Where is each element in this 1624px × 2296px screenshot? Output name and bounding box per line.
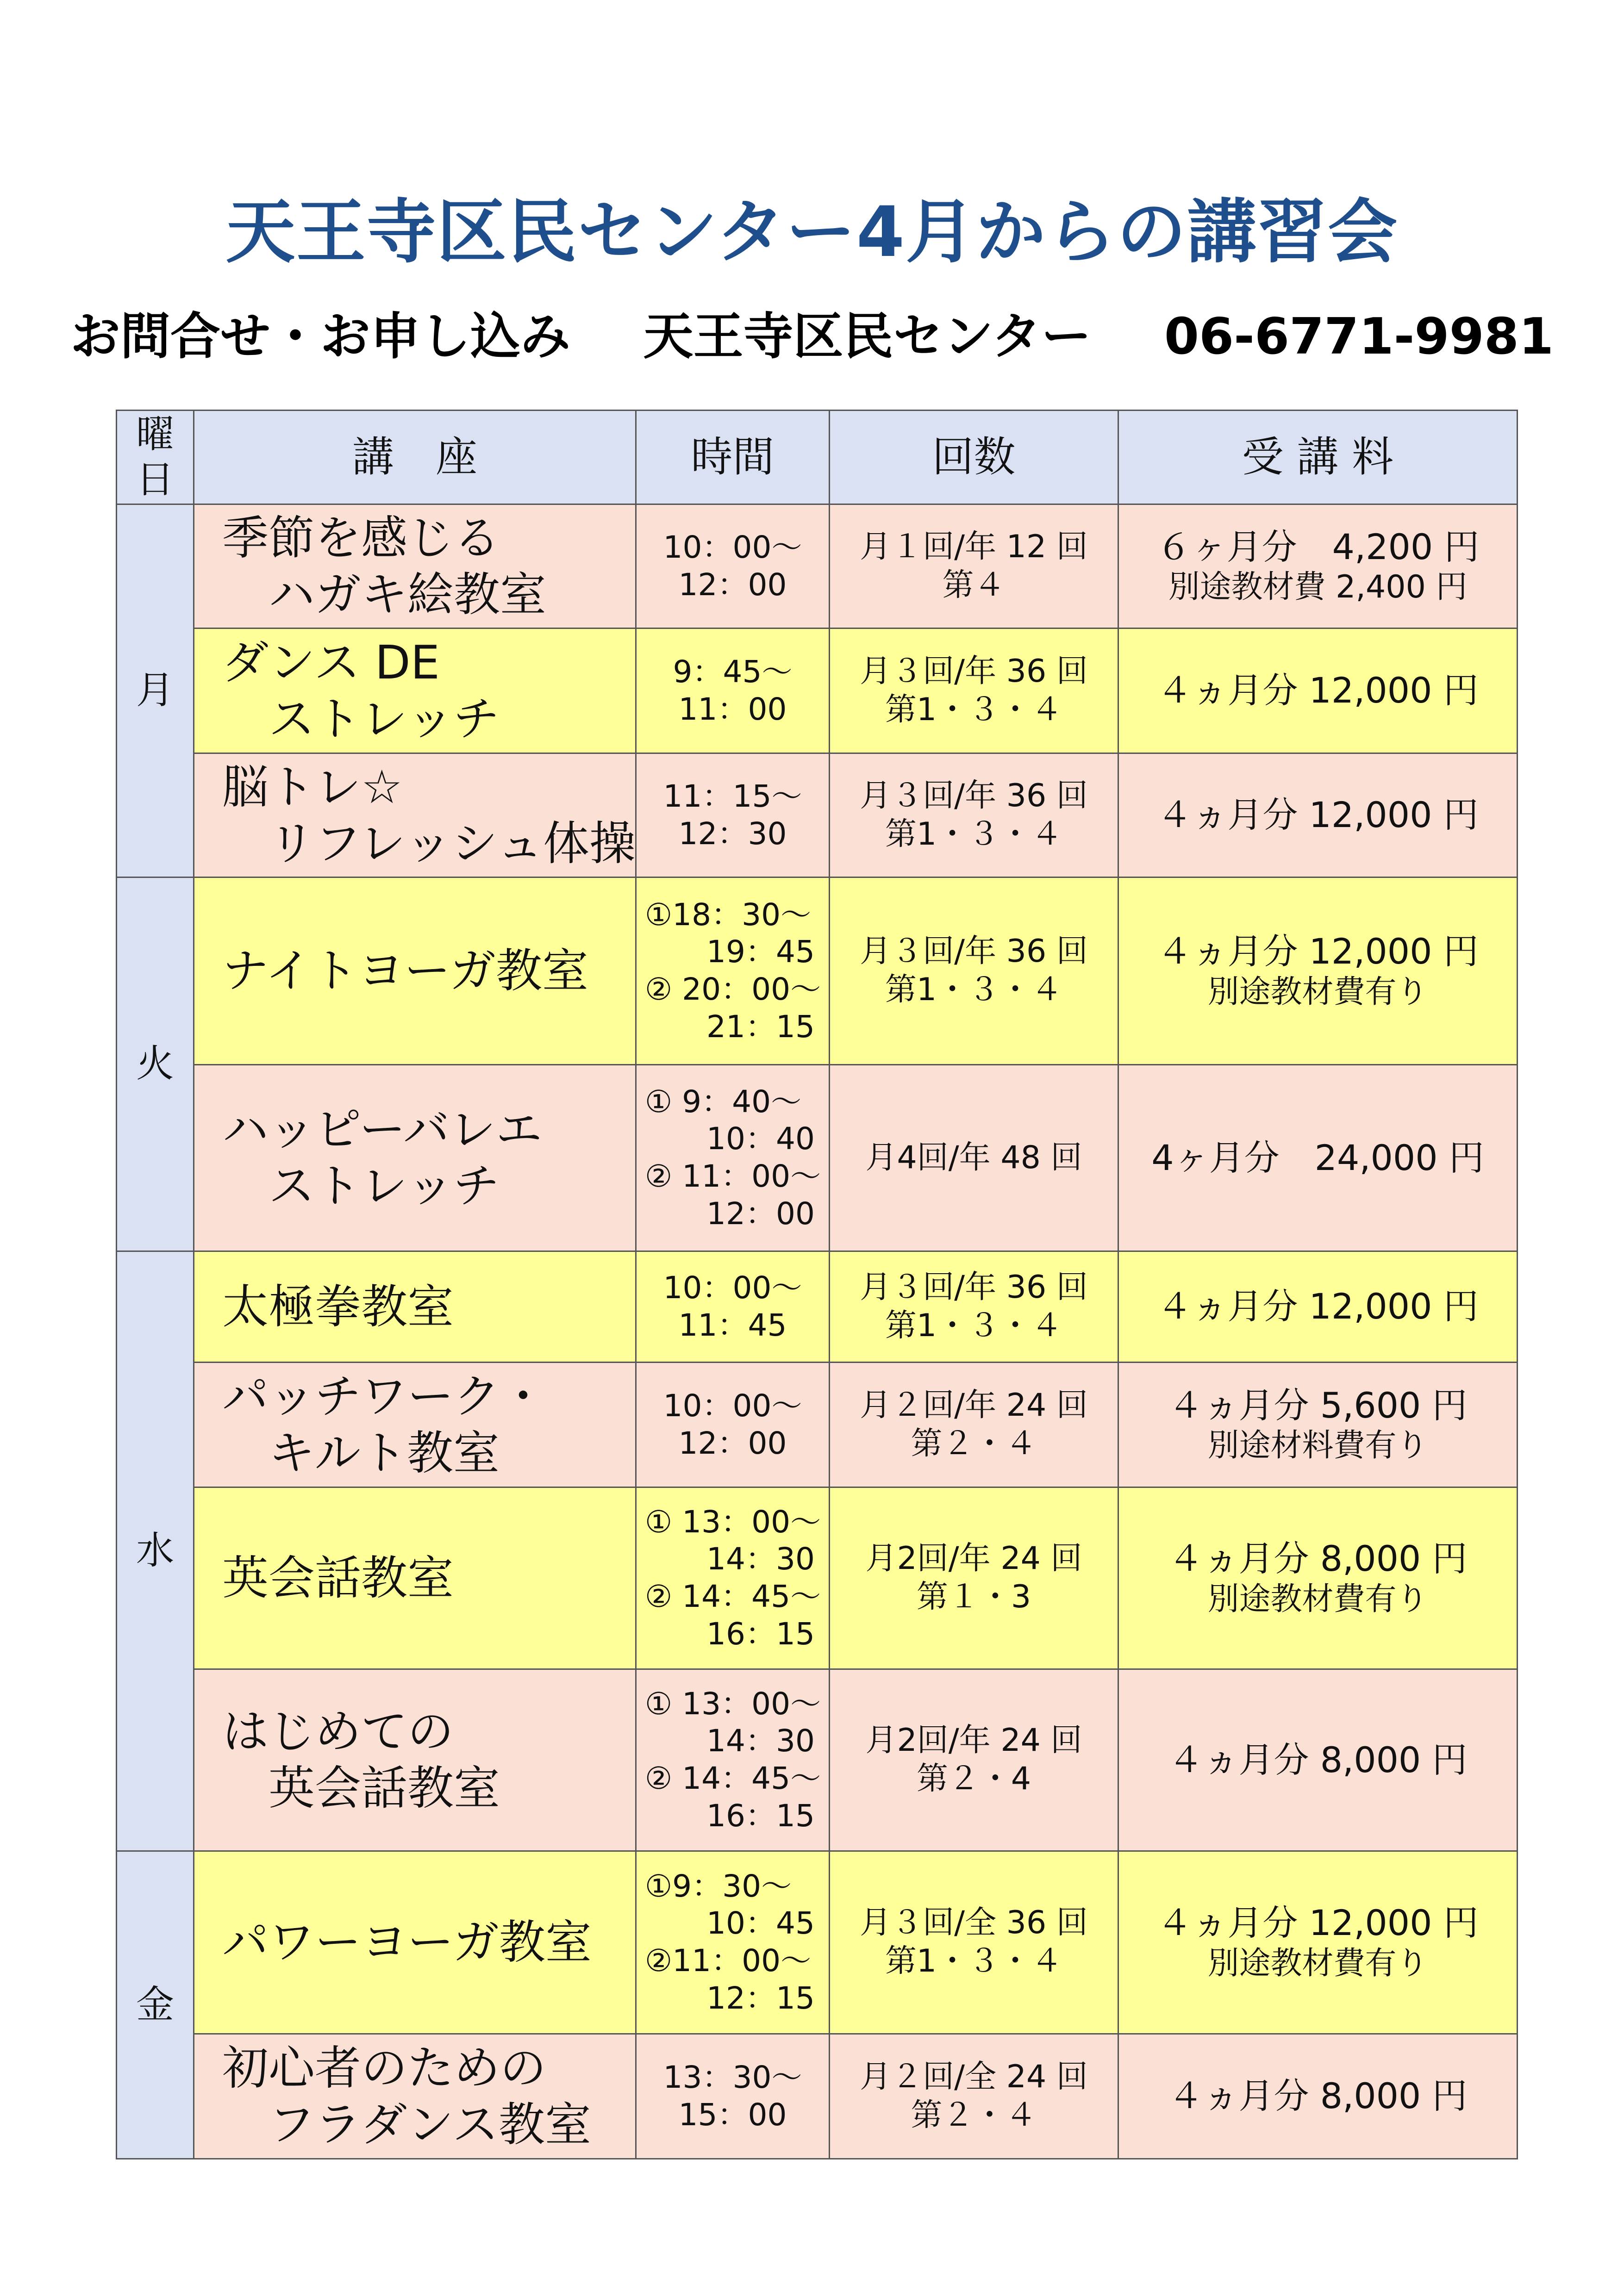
header-course: 講 座 — [194, 411, 636, 504]
time-line: 10：00～ — [663, 529, 802, 565]
course-line: ストレッチ — [269, 1159, 500, 1213]
freq-line: 月２回/全 24 回 — [860, 2058, 1088, 2095]
freq-line: 第1・３・４ — [885, 815, 1063, 852]
course-line: 初心者のための — [222, 2041, 546, 2095]
course-cell — [194, 1065, 636, 1251]
schedule-table — [116, 410, 1518, 2159]
contact-line — [0, 296, 1624, 368]
fee-line: ４ヵ月分 12,000 円 — [1157, 794, 1479, 836]
table-row — [117, 877, 1518, 1065]
time-line: 12：00 — [678, 1425, 787, 1461]
time-cell — [636, 1363, 830, 1487]
time-cell — [636, 504, 830, 628]
time-line: 11：15～ — [663, 778, 802, 814]
freq-line: 月１回/年 12 回 — [860, 528, 1088, 565]
course-cell — [194, 877, 636, 1065]
course-cell — [194, 2034, 636, 2159]
freq-line: 月３回/年 36 回 — [860, 1269, 1088, 1306]
table-row — [117, 1251, 1518, 1363]
course-line: ナイトヨーガ教室 — [222, 944, 588, 998]
contact-phone: 06-6771-9981 — [1164, 308, 1554, 366]
time-line: 12：00 — [706, 1195, 815, 1232]
contact-label: お問合せ・お申し込み — [70, 308, 570, 366]
fee-line: 別途材料費有り — [1207, 1427, 1428, 1464]
day-cell-mon: 月 — [117, 504, 194, 877]
time-line: 11：00 — [678, 691, 787, 727]
freq-line: 月２回/年 24 回 — [860, 1387, 1088, 1424]
time-cell — [636, 1251, 830, 1363]
course-line: キルト教室 — [269, 1425, 500, 1480]
fee-line: ４ヵ月分 8,000 円 — [1168, 2075, 1468, 2117]
time-cell — [636, 1669, 830, 1851]
freq-line: 月３回/年 36 回 — [860, 933, 1088, 970]
freq-cell — [830, 1487, 1118, 1669]
time-line: 11：45 — [678, 1307, 787, 1343]
fee-cell — [1118, 628, 1518, 753]
course-cell — [194, 1363, 636, 1487]
fee-line: ４ヵ月分 8,000 円 — [1168, 1739, 1468, 1780]
time-cell — [636, 628, 830, 753]
table-row — [117, 1363, 1518, 1487]
freq-cell — [830, 1669, 1118, 1851]
time-line: ② 20：00～ — [645, 971, 821, 1007]
time-line: 14：30 — [706, 1541, 815, 1577]
time-line: ① 9：40～ — [645, 1083, 802, 1120]
freq-cell — [830, 753, 1118, 877]
freq-line: 月2回/年 24 回 — [865, 1540, 1082, 1577]
course-cell — [194, 504, 636, 628]
course-line: 脳トレ☆ — [222, 759, 403, 814]
freq-line: 第２・4 — [916, 1761, 1031, 1797]
fee-cell — [1118, 1487, 1518, 1669]
freq-cell — [830, 628, 1118, 753]
fee-cell — [1118, 1363, 1518, 1487]
time-line: 21：15 — [706, 1008, 815, 1045]
fee-line: ４ヵ月分 12,000 円 — [1157, 1902, 1479, 1944]
fee-cell — [1118, 1669, 1518, 1851]
header-day-line1: 曜 — [136, 412, 174, 456]
course-line: 英会話教室 — [269, 1761, 500, 1815]
freq-cell — [830, 1251, 1118, 1363]
course-line: リフレッシュ体操 — [269, 816, 636, 871]
table-row — [117, 1851, 1518, 2034]
course-line: フラダンス教室 — [269, 2097, 591, 2152]
course-cell — [194, 1851, 636, 2034]
fee-line: ４ヵ月分 5,600 円 — [1168, 1384, 1468, 1426]
fee-line: 4ヶ月分 24,000 円 — [1151, 1137, 1484, 1178]
freq-cell — [830, 504, 1118, 628]
table-row — [117, 2034, 1518, 2159]
time-cell — [636, 1851, 830, 2034]
time-line: ①9：30～ — [645, 1868, 792, 1904]
time-line: 10：00～ — [663, 1388, 802, 1424]
time-line: 12：15 — [706, 1980, 815, 2016]
course-line: 季節を感じる — [222, 510, 500, 565]
fee-line: 別途教材費 2,400 円 — [1168, 569, 1468, 606]
header-fee: 受 講 料 — [1118, 411, 1518, 504]
day-cell-fri: 金 — [117, 1851, 194, 2159]
time-line: ②11：00～ — [645, 1943, 812, 1979]
fee-cell — [1118, 753, 1518, 877]
time-line: 10：00～ — [663, 1269, 802, 1306]
fee-line: 別途教材費有り — [1207, 1945, 1428, 1982]
course-cell — [194, 1251, 636, 1363]
contact-org: 天王寺区民センター — [643, 308, 1092, 366]
freq-line: 月2回/年 24 回 — [865, 1722, 1082, 1759]
time-line: 12：00 — [678, 566, 787, 603]
freq-line: 第1・３・４ — [885, 971, 1063, 1008]
time-line: ① 13：00～ — [645, 1686, 821, 1722]
freq-line: 第１・3 — [916, 1579, 1031, 1615]
course-line: ハッピーバレエ — [222, 1102, 542, 1157]
fee-cell — [1118, 1065, 1518, 1251]
fee-line: ４ヵ月分 8,000 円 — [1168, 1538, 1468, 1580]
course-line: ハガキ絵教室 — [269, 567, 546, 622]
course-cell — [194, 753, 636, 877]
freq-line: 第1・３・４ — [885, 691, 1063, 728]
time-line: 14：30 — [706, 1723, 815, 1759]
time-line: ② 14：45～ — [645, 1579, 821, 1614]
table-header-row — [117, 411, 1518, 504]
freq-cell — [830, 1363, 1118, 1487]
time-line: 19：45 — [706, 934, 815, 970]
header-day-line2: 日 — [136, 458, 174, 502]
freq-cell — [830, 1065, 1118, 1251]
freq-line: 月4回/年 48 回 — [865, 1139, 1082, 1176]
freq-cell — [830, 877, 1118, 1065]
time-cell — [636, 753, 830, 877]
day-cell-wed: 水 — [117, 1251, 194, 1851]
course-cell — [194, 1669, 636, 1851]
fee-line: 別途教材費有り — [1207, 973, 1428, 1010]
fee-line: ６ヶ月分 4,200 円 — [1156, 526, 1480, 567]
fee-cell — [1118, 504, 1518, 628]
course-line: ストレッチ — [269, 691, 500, 746]
time-cell — [636, 2034, 830, 2159]
table-row — [117, 1065, 1518, 1251]
course-line: はじめての — [222, 1705, 454, 1759]
time-line: 9：45～ — [673, 653, 793, 690]
table-row — [117, 753, 1518, 877]
time-line: 10：40 — [706, 1121, 815, 1157]
header-freq: 回数 — [830, 411, 1118, 504]
time-line: 16：15 — [706, 1798, 815, 1834]
time-line: 16：15 — [706, 1616, 815, 1652]
time-cell — [636, 1487, 830, 1669]
freq-line: 月３回/年 36 回 — [860, 777, 1088, 814]
time-line: 10：45 — [706, 1905, 815, 1941]
fee-cell — [1118, 877, 1518, 1065]
freq-cell — [830, 1851, 1118, 2034]
course-line: 英会話教室 — [222, 1551, 454, 1605]
time-line: ② 14：45～ — [645, 1761, 821, 1796]
time-line: 12：30 — [678, 815, 787, 852]
fee-line: ４ヵ月分 12,000 円 — [1157, 670, 1479, 711]
table-row — [117, 1487, 1518, 1669]
freq-line: 第1・３・４ — [885, 1307, 1063, 1344]
fee-line: ４ヵ月分 12,000 円 — [1157, 931, 1479, 972]
table-row — [117, 504, 1518, 628]
fee-line: ４ヵ月分 12,000 円 — [1157, 1286, 1479, 1327]
time-line: 13：30～ — [663, 2059, 802, 2095]
header-time: 時間 — [636, 411, 830, 504]
fee-cell — [1118, 1851, 1518, 2034]
page-title: 天王寺区民センター4月からの講習会 — [225, 192, 1399, 273]
time-line: ② 11：00～ — [645, 1158, 821, 1194]
time-cell — [636, 1065, 830, 1251]
table-row — [117, 628, 1518, 753]
course-line: 太極拳教室 — [222, 1279, 454, 1334]
freq-line: 月３回/年 36 回 — [860, 653, 1088, 690]
freq-line: 第２・４ — [911, 1425, 1037, 1462]
day-cell-tue: 火 — [117, 877, 194, 1251]
table-row — [117, 1669, 1518, 1851]
fee-cell — [1118, 2034, 1518, 2159]
course-cell — [194, 1487, 636, 1669]
freq-line: 第1・３・４ — [885, 1943, 1063, 1979]
time-line: ① 13：00～ — [645, 1504, 821, 1540]
course-line: パワーヨーガ教室 — [222, 1915, 592, 1969]
time-cell — [636, 877, 830, 1065]
freq-cell — [830, 2034, 1118, 2159]
freq-line: 月３回/全 36 回 — [860, 1904, 1088, 1941]
course-cell — [194, 628, 636, 753]
freq-line: 第２・４ — [911, 2097, 1037, 2134]
freq-line: 第４ — [942, 566, 1006, 604]
fee-cell — [1118, 1251, 1518, 1363]
course-line: パッチワーク・ — [222, 1369, 546, 1424]
time-line: ①18：30～ — [645, 896, 812, 933]
course-line: ダンス DE — [222, 635, 440, 690]
time-line: 15：00 — [678, 2097, 787, 2133]
fee-line: 別途教材費有り — [1207, 1580, 1428, 1618]
header-day — [117, 411, 194, 504]
